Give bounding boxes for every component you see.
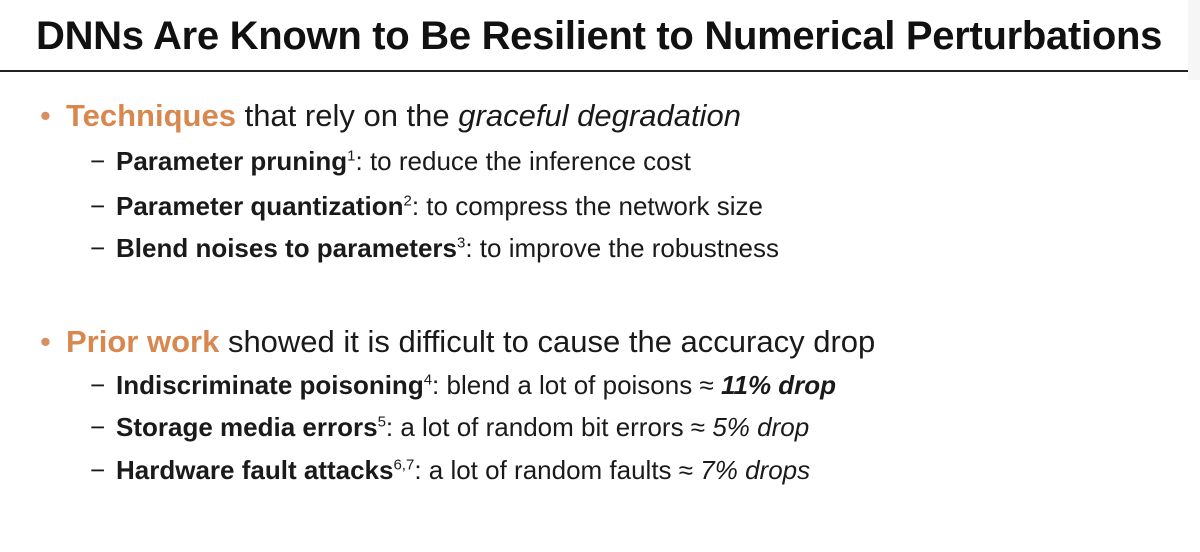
dash-icon: − [90, 191, 106, 221]
dash-icon: − [90, 412, 106, 442]
highlight-techniques: Techniques [66, 98, 236, 133]
item-term: Storage media errors [116, 412, 378, 442]
list-item [90, 193, 763, 219]
item-ref: 4 [423, 371, 433, 389]
item-value: 11% drop [720, 370, 837, 400]
list-item [90, 235, 779, 261]
item-desc: : blend a lot of poisons ≈ [432, 370, 721, 400]
item-desc: : to reduce the inference cost [355, 146, 691, 176]
dash-icon: − [90, 233, 106, 263]
bullet-dot-icon: • [40, 98, 51, 133]
dash-icon: − [90, 455, 106, 485]
dash-icon: − [90, 146, 106, 176]
item-term: Blend noises to parameters [116, 233, 457, 263]
item-value: 5% drop [712, 412, 810, 442]
item-desc: : a lot of random bit errors ≈ [385, 412, 713, 442]
item-ref: 1 [347, 147, 356, 165]
item-desc: : to compress the network size [411, 191, 763, 221]
item-ref: 3 [457, 234, 466, 252]
item-desc: : a lot of random faults ≈ [414, 455, 701, 485]
item-term: Indiscriminate poisoning [116, 370, 424, 400]
scrollbar[interactable] [1188, 0, 1200, 80]
bullet-emphasis: graceful degradation [458, 98, 741, 133]
item-term: Parameter quantization [116, 191, 404, 221]
item-term: Parameter pruning [116, 146, 348, 176]
item-ref: 2 [403, 192, 412, 210]
bullet-dot-icon: • [40, 324, 51, 359]
dash-icon: − [90, 370, 106, 400]
list-item [90, 372, 836, 398]
item-term: Hardware fault attacks [116, 455, 394, 485]
bullet-text: that rely on the [235, 98, 459, 133]
title-divider [0, 70, 1200, 72]
slide-title: DNNs Are Known to Be Resilient to Numerical Perturbations [36, 14, 1163, 58]
list-item [90, 414, 809, 440]
bullet-prior-work [40, 326, 875, 357]
item-desc: : to improve the robustness [465, 233, 779, 263]
list-item [90, 457, 810, 483]
bullet-techniques [40, 100, 741, 131]
highlight-prior-work: Prior work [66, 324, 220, 359]
item-value: 7% drops [700, 455, 811, 485]
list-item [90, 148, 691, 174]
item-ref: 6,7 [393, 456, 415, 474]
item-ref: 5 [377, 413, 386, 431]
bullet-text: showed it is difficult to cause the accuracy drop [219, 324, 876, 359]
